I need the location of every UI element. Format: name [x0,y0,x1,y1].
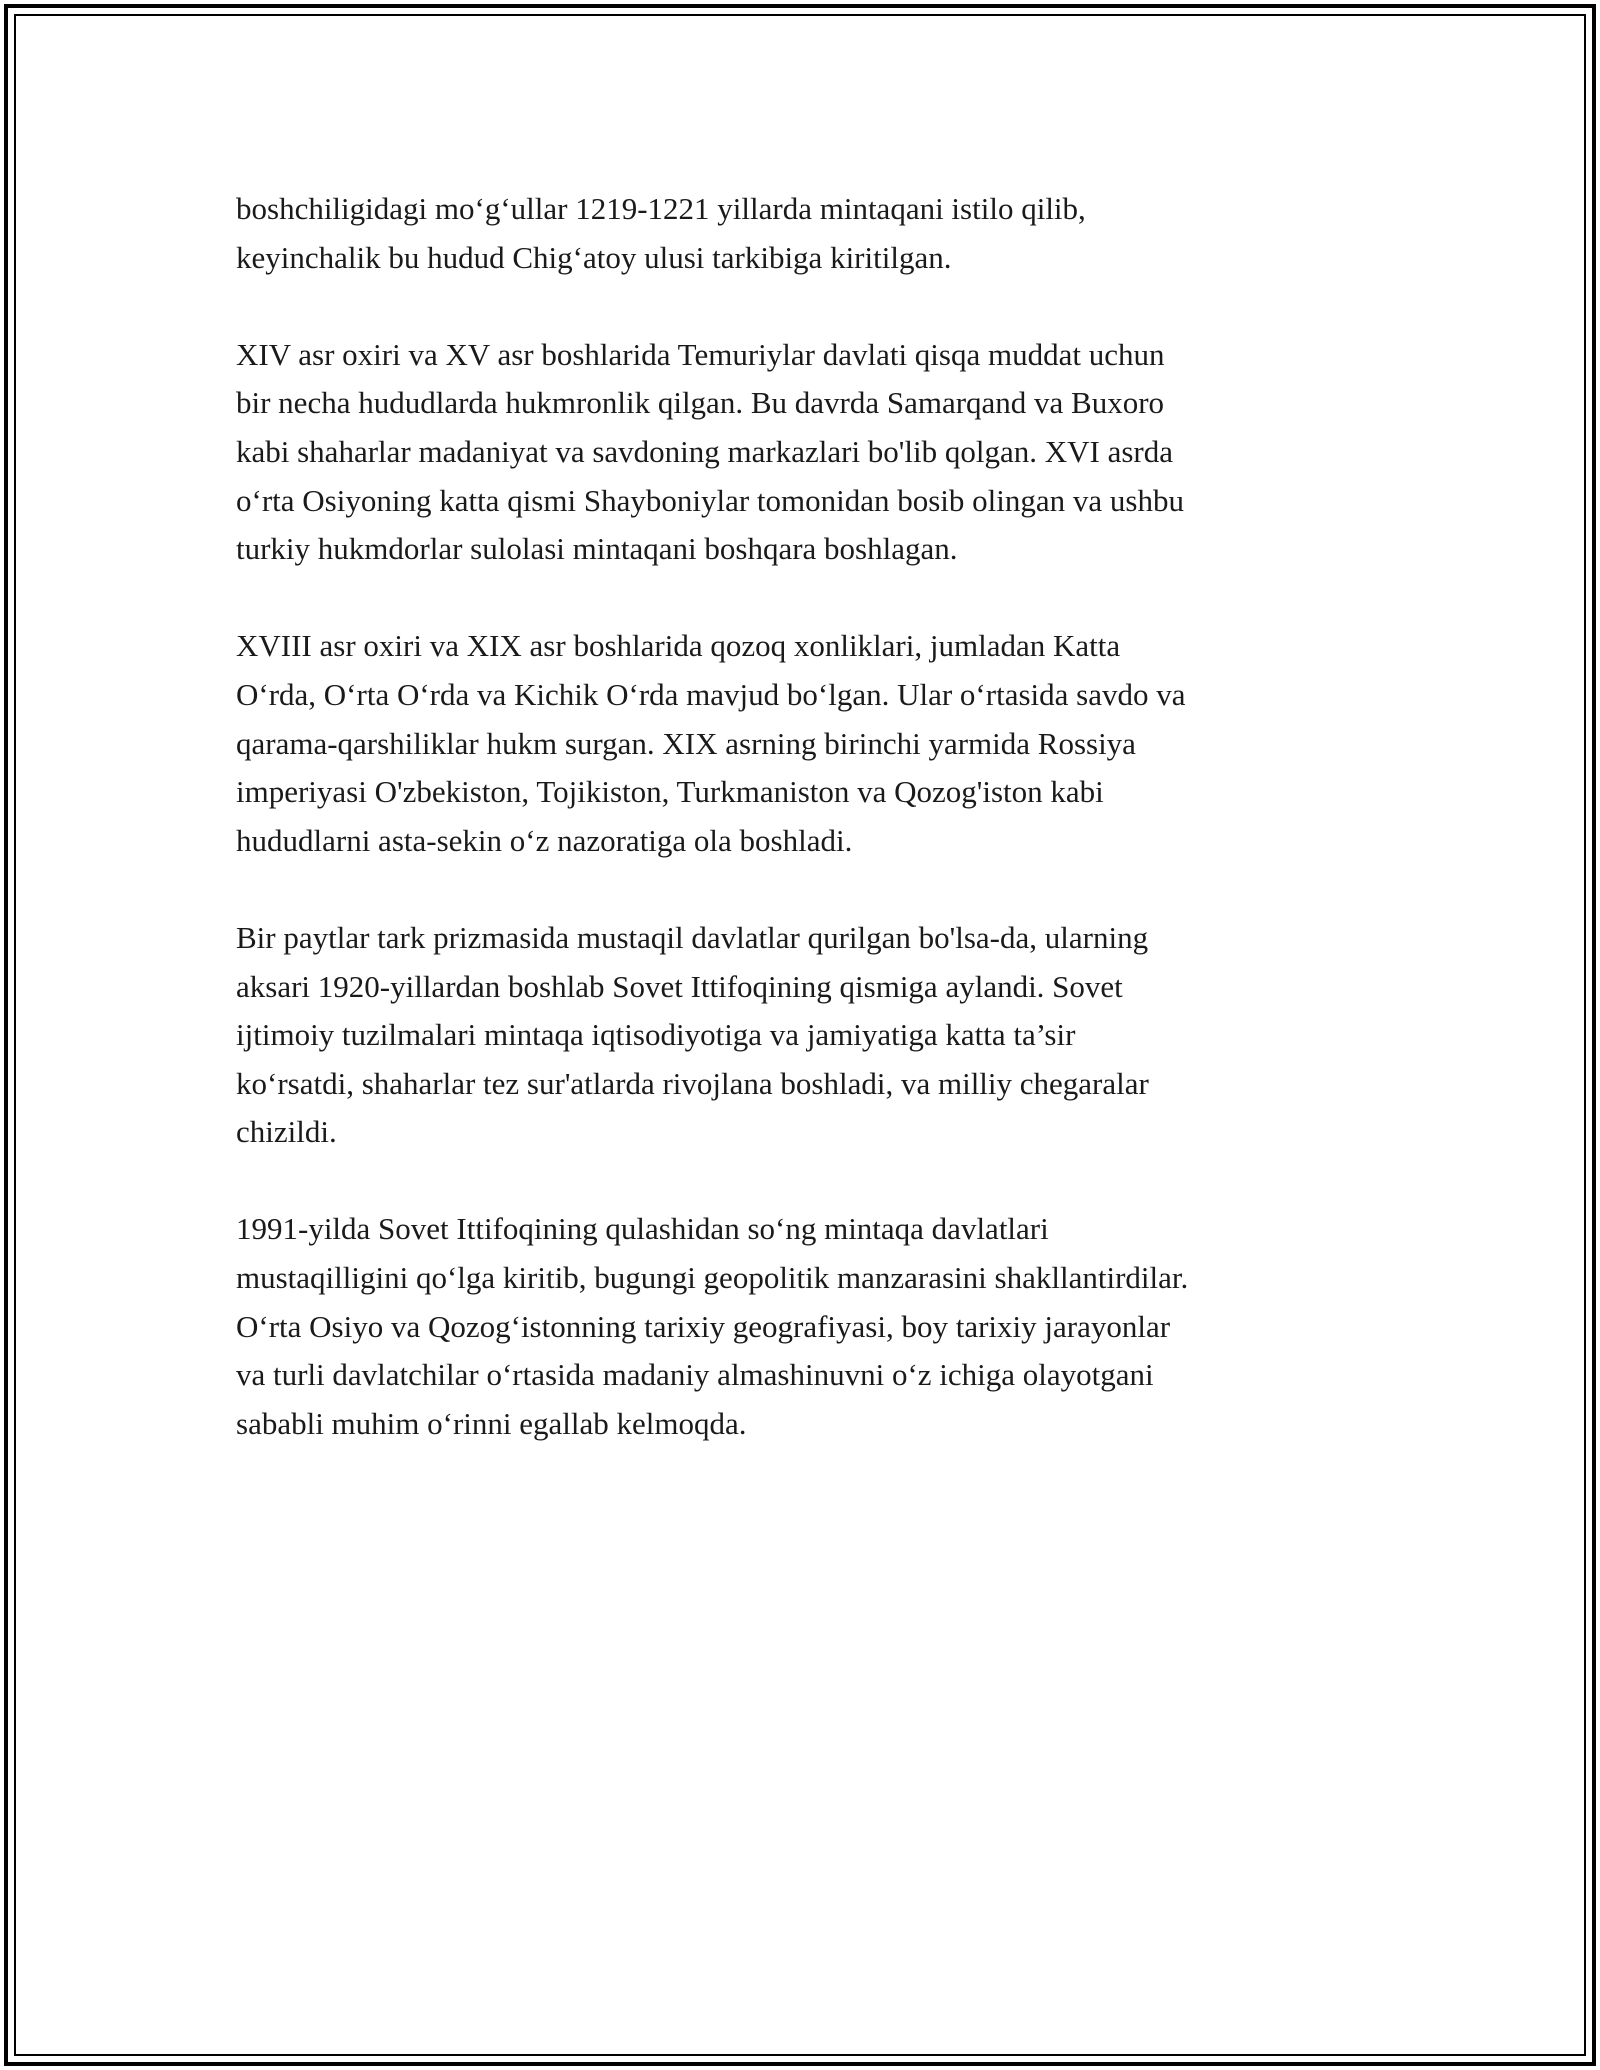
text-line: ko‘rsatdi, shaharlar tez sur'atlarda rivojlana boshladi, va milliy chegaralar [236,1065,1149,1101]
text-line: va turli davlatchilar o‘rtasida madaniy almashinuvni o‘z ichiga olayotgani [236,1357,1154,1393]
paragraph-timurids [236,331,1381,574]
document-body [236,185,1381,1497]
text-line: sababli muhim o‘rinni egallab kelmoqda. [236,1405,747,1441]
text-line: bir necha hududlarda hukmronlik qilgan. Bu davrda Samarqand va Buxoro [236,385,1165,421]
text-line: mustaqilligini qo‘lga kiritib, bugungi geopolitik manzarasini shakllantirdilar. [236,1260,1189,1296]
text-line: keyinchalik bu hudud Chig‘atoy ulusi tarkibiga kiritilgan. [236,239,952,275]
paragraph-soviet-period [236,914,1381,1157]
text-line: XVIII asr oxiri va XIX asr boshlarida qozoq xonliklari, jumladan Katta [236,628,1121,664]
text-line: boshchiligidagi mo‘g‘ullar 1219-1221 yillarda mintaqani istilo qilib, [236,191,1086,226]
paragraph-kazakh-khanates [236,622,1381,865]
text-line: o‘rta Osiyoning katta qismi Shayboniylar tomonidan bosib olingan va ushbu [236,482,1184,518]
text-line: ijtimoiy tuzilmalari mintaqa iqtisodiyotiga va jamiyatiga katta ta’sir [236,1017,1076,1053]
text-line: hududlarni asta-sekin o‘z nazoratiga ola boshladi. [236,822,853,858]
text-line: imperiyasi O'zbekiston, Tojikiston, Turkmaniston va Qozog'iston kabi [236,774,1104,810]
text-line: XIV asr oxiri va XV asr boshlarida Temuriylar davlati qisqa muddat uchun [236,336,1165,372]
paragraph-independence [236,1205,1381,1448]
text-line: chizildi. [236,1114,337,1150]
text-line: 1991-yilda Sovet Ittifoqining qulashidan so‘ng mintaqa davlatlari [236,1211,1049,1247]
text-line: turkiy hukmdorlar sulolasi mintaqani boshqara boshlagan. [236,531,958,567]
paragraph-mongol-conquest [236,185,1381,282]
text-line: aksari 1920-yillardan boshlab Sovet Ittifoqining qismiga aylandi. Sovet [236,968,1123,1004]
text-line: Bir paytlar tark prizmasida mustaqil davlatlar qurilgan bo'lsa-da, ularning [236,919,1149,955]
text-line: O‘rta Osiyo va Qozog‘istonning tarixiy geografiyasi, boy tarixiy jarayonlar [236,1308,1171,1344]
text-line: qarama-qarshiliklar hukm surgan. XIX asrning birinchi yarmida Rossiya [236,725,1136,761]
text-line: kabi shaharlar madaniyat va savdoning markazlari bo'lib qolgan. XVI asrda [236,433,1173,469]
text-line: O‘rda, O‘rta O‘rda va Kichik O‘rda mavjud bo‘lgan. Ular o‘rtasida savdo va [236,676,1186,712]
